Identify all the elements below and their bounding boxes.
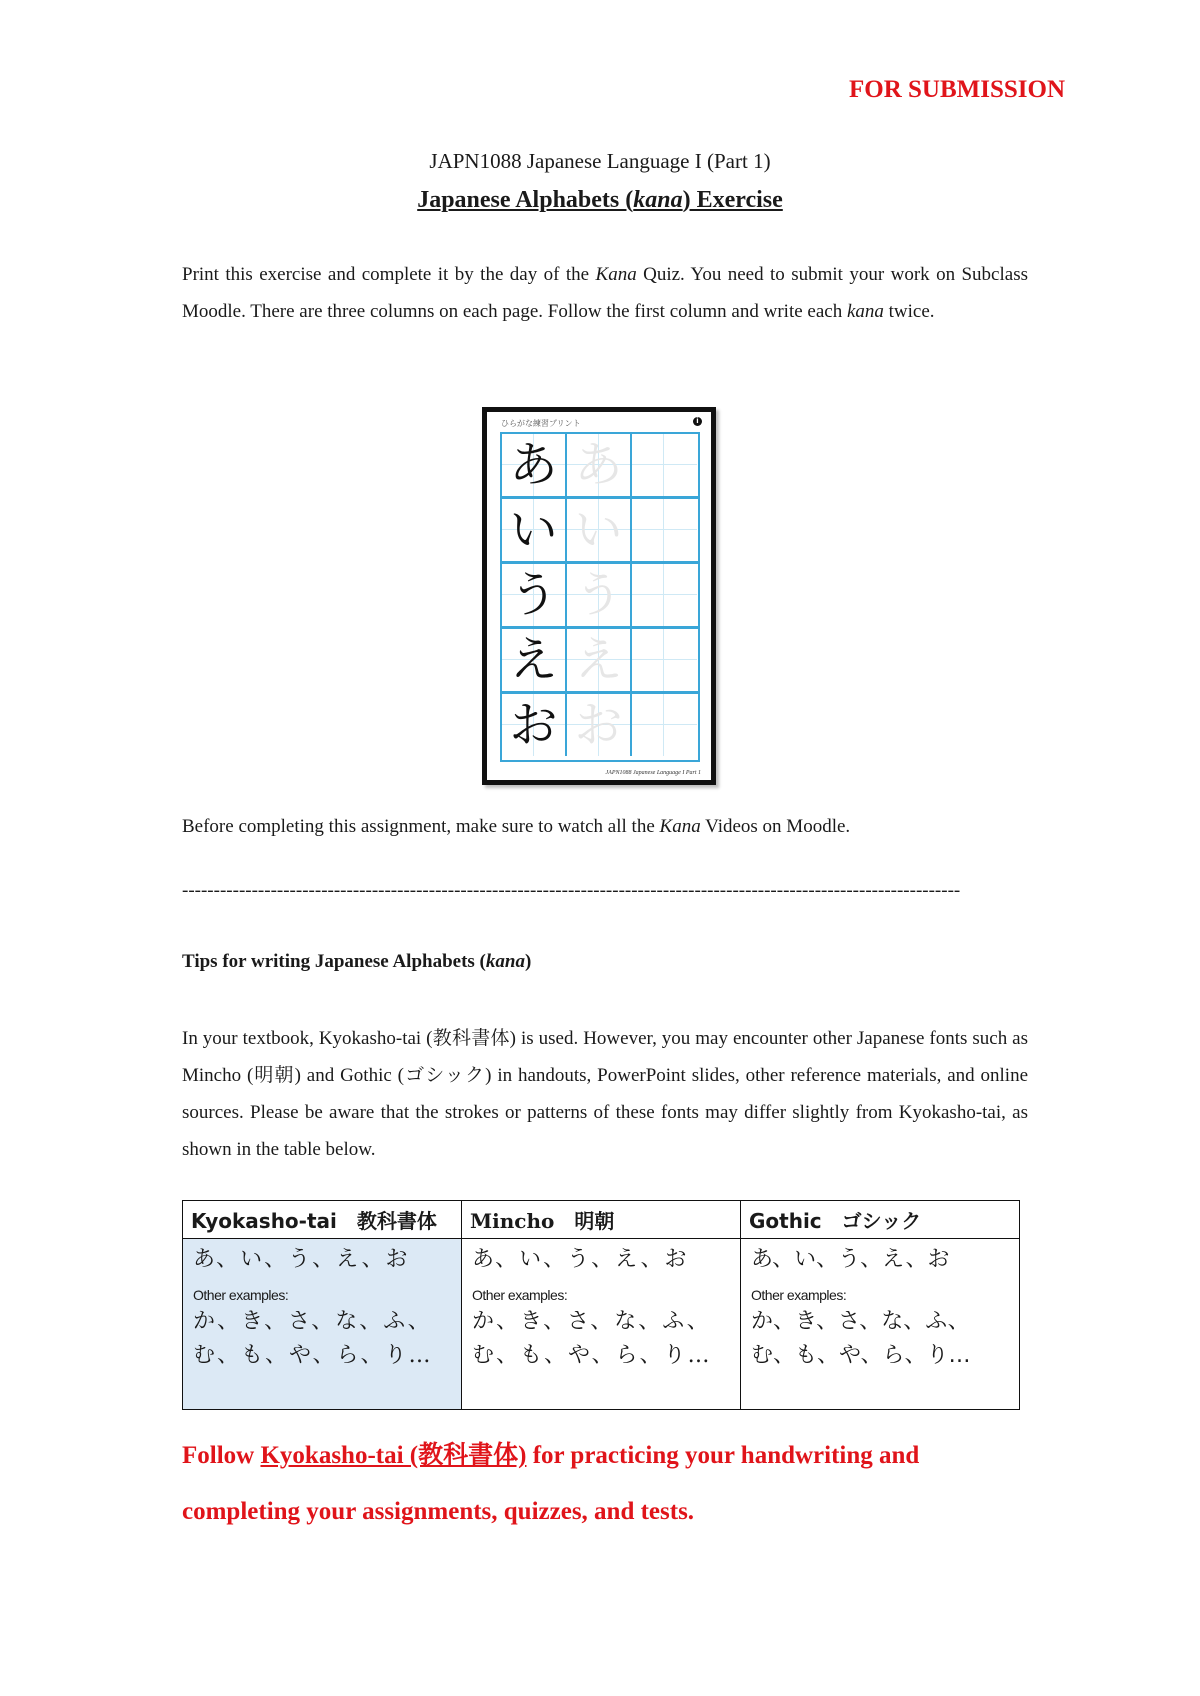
- worksheet-blank-cell: [632, 564, 697, 626]
- tips-heading: [182, 951, 531, 973]
- kyokasho-examples-1: か、き、さ、な、ふ、: [193, 1309, 432, 1334]
- kyokasho-examples-2: む、も、や、ら、り…: [193, 1343, 433, 1368]
- kyokasho-cell: [183, 1239, 462, 1410]
- title-text-italic: kana: [633, 187, 683, 213]
- worksheet-blank-cell: [632, 694, 697, 756]
- before-italic: Kana: [659, 816, 701, 837]
- worksheet-footer: JAPN1088 Japanese Language I Part 1: [605, 770, 701, 776]
- gothic-cell: [741, 1239, 1020, 1410]
- gothic-main-chars: あ、い、う、え、お: [751, 1247, 950, 1272]
- intro-text-3: twice.: [883, 301, 935, 322]
- mincho-cell: [462, 1239, 741, 1410]
- worksheet-trace-char: え: [567, 629, 632, 691]
- worksheet-grid: [500, 432, 700, 762]
- table-row: [183, 1239, 1020, 1410]
- dashed-divider: ---------------------------------------------------------------------------------------------------------------------------: [182, 880, 961, 901]
- worksheet-model-char: う: [502, 564, 567, 626]
- worksheet-model-char: い: [502, 499, 567, 561]
- title-text-before: Japanese Alphabets (: [417, 187, 634, 213]
- kyokasho-other-label: Other examples:: [193, 1287, 289, 1303]
- intro-text-2: Quiz. You need to submit your work on Subclass Moodle. There are three columns on each page. Follow the first column and write each: [182, 264, 1028, 322]
- page-title: [0, 187, 1200, 214]
- worksheet-heading: ひらがな練習プリント: [501, 419, 581, 428]
- info-icon: i: [693, 417, 702, 426]
- before-text-1: Before completing this assignment, make sure to watch all the: [182, 816, 660, 837]
- header-kyokasho: Kyokasho-tai 教科書体: [183, 1201, 462, 1239]
- gothic-other-label: Other examples:: [751, 1287, 847, 1303]
- fonts-paragraph: In your textbook, Kyokasho-tai (教科書体) is used. However, you may encounter other Japanese fonts such as Mincho (明朝) and Gothic (ゴシック) in handouts, PowerPoint slides, other reference materials, and online sources. Please be aware that the strokes or patterns of these fonts may differ slightly from Kyokasho-tai, as shown in the table below.: [182, 1028, 1028, 1160]
- intro-paragraph: [182, 256, 1028, 330]
- follow-underlined: Kyokasho-tai (教科書体): [260, 1442, 527, 1469]
- header-gothic: Gothic ゴシック: [741, 1201, 1020, 1239]
- tips-heading-after: ): [524, 951, 532, 972]
- worksheet-blank-cell: [632, 499, 697, 561]
- before-text-2: Videos on Moodle.: [700, 816, 851, 837]
- follow-text-before: Follow: [182, 1442, 261, 1469]
- worksheet-row: [502, 564, 698, 629]
- worksheet-blank-cell: [632, 434, 697, 496]
- worksheet-trace-char: お: [567, 694, 632, 756]
- mincho-examples-1: か、き、さ、な、ふ、: [472, 1309, 711, 1334]
- worksheet-trace-char: う: [567, 564, 632, 626]
- mincho-other-label: Other examples:: [472, 1287, 568, 1303]
- worksheet-blank-cell: [632, 629, 697, 691]
- worksheet-model-char: お: [502, 694, 567, 756]
- gothic-examples-2: む、も、や、ら、り…: [751, 1343, 971, 1368]
- font-comparison-table: [182, 1200, 1020, 1410]
- follow-text-after: for practicing your handwriting and completing your assignments, quizzes, and tests.: [182, 1442, 920, 1525]
- kyokasho-main-chars: あ、い、う、え、お: [193, 1247, 410, 1272]
- worksheet-model-char: あ: [502, 434, 567, 496]
- worksheet-row: [502, 499, 698, 564]
- tips-heading-italic: kana: [485, 951, 525, 972]
- submission-label: FOR SUBMISSION: [848, 76, 1065, 103]
- worksheet-trace-char: い: [567, 499, 632, 561]
- worksheet-row: [502, 694, 698, 759]
- mincho-main-chars: あ、い、う、え、お: [472, 1247, 689, 1272]
- worksheet-row: [502, 629, 698, 694]
- intro-italic-1: Kana: [595, 264, 637, 285]
- intro-italic-2: kana: [846, 301, 884, 322]
- worksheet-model-char: え: [502, 629, 567, 691]
- tips-heading-before: Tips for writing Japanese Alphabets (: [182, 951, 486, 972]
- table-header-row: [183, 1201, 1020, 1239]
- worksheet-row: [502, 434, 698, 499]
- intro-text-1: Print this exercise and complete it by the day of the: [182, 264, 596, 285]
- follow-instruction: [182, 1428, 1042, 1540]
- before-paragraph: [182, 808, 1028, 845]
- gothic-examples-1: か、き、さ、な、ふ、: [751, 1309, 970, 1334]
- mincho-examples-2: む、も、や、ら、り…: [472, 1343, 712, 1368]
- course-title: JAPN1088 Japanese Language I (Part 1): [429, 149, 771, 173]
- title-text-after: ) Exercise: [682, 187, 783, 213]
- header-mincho: Mincho 明朝: [462, 1201, 741, 1239]
- worksheet-trace-char: あ: [567, 434, 632, 496]
- worksheet-preview: [482, 407, 716, 785]
